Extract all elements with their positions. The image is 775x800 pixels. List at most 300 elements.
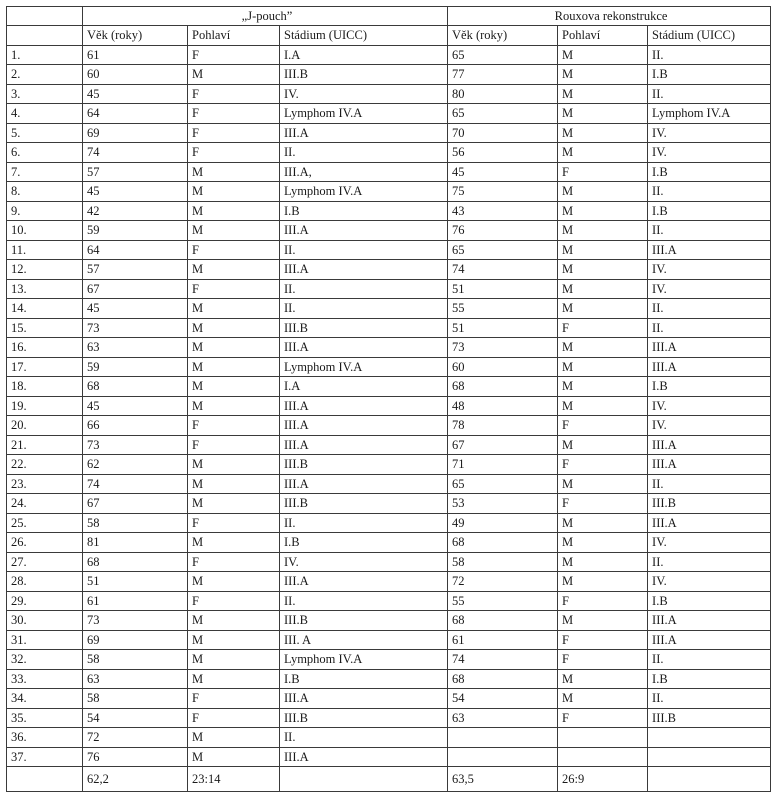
jpouch-age-cell: 60 (83, 65, 188, 85)
roux-age-cell: 65 (448, 45, 558, 65)
roux-age-cell: 71 (448, 455, 558, 475)
roux-age-cell: 54 (448, 689, 558, 709)
roux-age-cell: 49 (448, 513, 558, 533)
jpouch-age-cell: 64 (83, 240, 188, 260)
roux-age-cell: 72 (448, 572, 558, 592)
jpouch-age-cell: 74 (83, 474, 188, 494)
jpouch-stage-cell: III. A (280, 630, 448, 650)
jpouch-age-cell: 45 (83, 299, 188, 319)
jpouch-stage-cell: II. (280, 279, 448, 299)
roux-sex-cell: M (558, 377, 648, 397)
jpouch-age-cell: 68 (83, 377, 188, 397)
roux-sex-cell: M (558, 435, 648, 455)
jpouch-sex-cell: M (188, 377, 280, 397)
jpouch-sex-cell: M (188, 221, 280, 241)
table-row (7, 221, 771, 241)
group-title-j-pouch: „J-pouch” (83, 7, 448, 26)
roux-stage-cell: II. (648, 650, 771, 670)
row-number-cell: 26. (7, 533, 83, 553)
jpouch-sex-cell: M (188, 650, 280, 670)
roux-sex-cell: M (558, 201, 648, 221)
jpouch-sex-cell: M (188, 455, 280, 475)
table-row (7, 747, 771, 767)
table-row (7, 669, 771, 689)
roux-sex-cell: F (558, 650, 648, 670)
table-row (7, 143, 771, 163)
row-number-cell: 4. (7, 104, 83, 124)
table-row (7, 299, 771, 319)
totals-row (7, 767, 771, 792)
jpouch-stage-cell: III.A (280, 338, 448, 358)
table-row (7, 338, 771, 358)
roux-stage-cell: II. (648, 299, 771, 319)
jpouch-sex-cell: F (188, 279, 280, 299)
roux-stage-cell: III.B (648, 708, 771, 728)
row-number-cell: 14. (7, 299, 83, 319)
jpouch-age-cell: 73 (83, 318, 188, 338)
jpouch-sex-cell: F (188, 689, 280, 709)
jpouch-sex-cell: F (188, 240, 280, 260)
row-number-cell: 36. (7, 728, 83, 748)
roux-sex-cell: M (558, 279, 648, 299)
table-row (7, 650, 771, 670)
roux-stage-cell: I.B (648, 162, 771, 182)
roux-age-cell: 55 (448, 591, 558, 611)
jpouch-stage-cell: Lymphom IV.A (280, 104, 448, 124)
row-number-cell: 27. (7, 552, 83, 572)
jpouch-stage-cell: II. (280, 513, 448, 533)
roux-sex-cell: M (558, 104, 648, 124)
roux-age-cell: 63 (448, 708, 558, 728)
row-number-cell: 31. (7, 630, 83, 650)
row-number-cell: 5. (7, 123, 83, 143)
jpouch-sex-cell: F (188, 591, 280, 611)
jpouch-age-cell: 64 (83, 104, 188, 124)
jpouch-stage-cell: III.A (280, 260, 448, 280)
roux-stage-cell: III.A (648, 435, 771, 455)
jpouch-age-cell: 63 (83, 338, 188, 358)
col-header-stage: Stádium (UICC) (280, 26, 448, 46)
jpouch-stage-cell: I.B (280, 533, 448, 553)
table-row (7, 201, 771, 221)
roux-stage-cell: I.B (648, 201, 771, 221)
roux-stage-cell: II. (648, 552, 771, 572)
jpouch-stage-cell: III.A (280, 572, 448, 592)
roux-age-cell: 51 (448, 318, 558, 338)
jpouch-stage-cell: III.A (280, 396, 448, 416)
table-row (7, 182, 771, 202)
roux-sex-cell: M (558, 260, 648, 280)
roux-age-cell: 75 (448, 182, 558, 202)
roux-stage-cell: III.B (648, 494, 771, 514)
row-number-cell: 2. (7, 65, 83, 85)
jpouch-sex-cell: F (188, 143, 280, 163)
roux-age-cell: 70 (448, 123, 558, 143)
row-number-cell: 9. (7, 201, 83, 221)
jpouch-age-cell: 45 (83, 182, 188, 202)
roux-sex-cell: M (558, 474, 648, 494)
column-header-row (7, 26, 771, 46)
jpouch-stage-cell: I.A (280, 45, 448, 65)
roux-stage-cell: II. (648, 318, 771, 338)
jpouch-stage-cell: Lymphom IV.A (280, 357, 448, 377)
jpouch-stage-cell: I.A (280, 377, 448, 397)
patient-comparison-table (6, 6, 771, 792)
jpouch-sex-cell: F (188, 45, 280, 65)
jpouch-age-cell: 42 (83, 201, 188, 221)
roux-sex-cell: F (558, 591, 648, 611)
jpouch-sex-cell: M (188, 357, 280, 377)
jpouch-age-cell: 54 (83, 708, 188, 728)
roux-age-cell: 51 (448, 279, 558, 299)
col-header-age: Věk (roky) (83, 26, 188, 46)
roux-age-cell: 68 (448, 377, 558, 397)
jpouch-age-cell: 59 (83, 357, 188, 377)
roux-sex-cell: M (558, 84, 648, 104)
jpouch-age-cell: 61 (83, 591, 188, 611)
roux-age-cell: 48 (448, 396, 558, 416)
roux-age-cell: 68 (448, 669, 558, 689)
jpouch-age-cell: 58 (83, 650, 188, 670)
jpouch-sex-cell: M (188, 474, 280, 494)
roux-age-mean-cell: 63,5 (448, 767, 558, 792)
col-header-age: Věk (roky) (448, 26, 558, 46)
roux-age-cell: 74 (448, 260, 558, 280)
jpouch-age-cell: 57 (83, 162, 188, 182)
roux-stage-cell: IV. (648, 260, 771, 280)
jpouch-stage-cell: III.A (280, 474, 448, 494)
roux-sex-cell: F (558, 455, 648, 475)
jpouch-age-cell: 81 (83, 533, 188, 553)
roux-sex-cell: M (558, 182, 648, 202)
jpouch-stage-cell: IV. (280, 84, 448, 104)
jpouch-age-cell: 59 (83, 221, 188, 241)
group-title-roux: Rouxova rekonstrukce (448, 7, 771, 26)
roux-sex-cell: M (558, 143, 648, 163)
jpouch-stage-cell: I.B (280, 201, 448, 221)
roux-age-cell: 68 (448, 611, 558, 631)
roux-sex-cell: M (558, 357, 648, 377)
jpouch-stage-cell: Lymphom IV.A (280, 650, 448, 670)
jpouch-sex-cell: F (188, 552, 280, 572)
jpouch-age-cell: 58 (83, 513, 188, 533)
table-row (7, 357, 771, 377)
row-number-cell: 21. (7, 435, 83, 455)
row-number-cell: 1. (7, 45, 83, 65)
row-number-cell: 11. (7, 240, 83, 260)
table-row (7, 533, 771, 553)
row-number-cell: 22. (7, 455, 83, 475)
row-number-cell: 12. (7, 260, 83, 280)
jpouch-stage-cell: III.B (280, 611, 448, 631)
roux-stage-cell: III.A (648, 357, 771, 377)
jpouch-sex-cell: M (188, 65, 280, 85)
roux-sex-cell: M (558, 299, 648, 319)
jpouch-stage-cell: III.B (280, 494, 448, 514)
col-header-sex: Pohlaví (558, 26, 648, 46)
col-header-stage: Stádium (UICC) (648, 26, 771, 46)
jpouch-age-cell: 69 (83, 630, 188, 650)
jpouch-sex-cell: M (188, 728, 280, 748)
table-row (7, 494, 771, 514)
jpouch-stage-cell: III.B (280, 65, 448, 85)
jpouch-sex-cell: F (188, 708, 280, 728)
row-number-cell: 23. (7, 474, 83, 494)
row-number-cell: 33. (7, 669, 83, 689)
roux-sex-cell: F (558, 494, 648, 514)
table-row (7, 630, 771, 650)
roux-stage-cell (648, 747, 771, 767)
roux-sex-cell: M (558, 552, 648, 572)
jpouch-age-cell: 57 (83, 260, 188, 280)
roux-sex-cell (558, 747, 648, 767)
roux-stage-cell: Lymphom IV.A (648, 104, 771, 124)
row-number-cell: 20. (7, 416, 83, 436)
jpouch-sex-cell: M (188, 318, 280, 338)
roux-age-cell: 80 (448, 84, 558, 104)
table-row (7, 260, 771, 280)
row-number-cell: 15. (7, 318, 83, 338)
jpouch-stage-cell: II. (280, 240, 448, 260)
jpouch-age-cell: 72 (83, 728, 188, 748)
table-row (7, 45, 771, 65)
jpouch-age-cell: 45 (83, 84, 188, 104)
jpouch-stage-cell: I.B (280, 669, 448, 689)
corner-cell (7, 7, 83, 26)
jpouch-stage-cell: III.B (280, 455, 448, 475)
jpouch-sex-cell: M (188, 260, 280, 280)
table-row (7, 591, 771, 611)
roux-age-cell: 45 (448, 162, 558, 182)
row-number-cell: 35. (7, 708, 83, 728)
row-number-cell: 24. (7, 494, 83, 514)
roux-stage-cell: II. (648, 689, 771, 709)
group-header-row (7, 7, 771, 26)
row-number-cell: 25. (7, 513, 83, 533)
jpouch-stage-cell: III.B (280, 708, 448, 728)
roux-stage-cell: IV. (648, 396, 771, 416)
jpouch-age-cell: 63 (83, 669, 188, 689)
jpouch-sex-cell: M (188, 611, 280, 631)
roux-stage-cell (648, 728, 771, 748)
jpouch-age-cell: 58 (83, 689, 188, 709)
roux-sex-cell: M (558, 689, 648, 709)
jpouch-age-cell: 69 (83, 123, 188, 143)
roux-sex-cell: F (558, 630, 648, 650)
roux-stage-cell: III.A (648, 630, 771, 650)
table-row (7, 552, 771, 572)
roux-age-cell: 67 (448, 435, 558, 455)
jpouch-age-mean-cell: 62,2 (83, 767, 188, 792)
roux-sex-cell: M (558, 45, 648, 65)
roux-age-cell: 73 (448, 338, 558, 358)
table-row (7, 162, 771, 182)
roux-stage-cell: IV. (648, 123, 771, 143)
jpouch-sex-cell: M (188, 572, 280, 592)
table-row (7, 279, 771, 299)
roux-sex-cell: F (558, 318, 648, 338)
roux-stage-cell: II. (648, 221, 771, 241)
row-number-cell: 17. (7, 357, 83, 377)
row-number-cell: 13. (7, 279, 83, 299)
roux-sex-cell: F (558, 162, 648, 182)
roux-stage-cell: I.B (648, 591, 771, 611)
roux-stage-cell: III.A (648, 513, 771, 533)
roux-age-cell: 68 (448, 533, 558, 553)
row-number-cell: 7. (7, 162, 83, 182)
row-number-cell: 18. (7, 377, 83, 397)
roux-stage-cell: III.A (648, 455, 771, 475)
roux-sex-cell: F (558, 708, 648, 728)
row-number-cell: 37. (7, 747, 83, 767)
table-row (7, 455, 771, 475)
jpouch-stage-cell: IV. (280, 552, 448, 572)
jpouch-stage-cell: III.A (280, 123, 448, 143)
jpouch-sex-cell: F (188, 84, 280, 104)
table-row (7, 65, 771, 85)
roux-age-cell: 76 (448, 221, 558, 241)
roux-stage-cell: III.A (648, 611, 771, 631)
roux-age-cell: 65 (448, 474, 558, 494)
jpouch-stage-cell: III.A (280, 221, 448, 241)
jpouch-age-cell: 67 (83, 279, 188, 299)
jpouch-sex-cell: M (188, 182, 280, 202)
jpouch-sex-cell: M (188, 669, 280, 689)
roux-sex-cell: M (558, 123, 648, 143)
roux-sex-cell: F (558, 416, 648, 436)
jpouch-age-cell: 73 (83, 435, 188, 455)
table-row (7, 728, 771, 748)
jpouch-sex-cell: M (188, 630, 280, 650)
roux-sex-cell: M (558, 221, 648, 241)
roux-age-cell (448, 728, 558, 748)
roux-stage-total-cell (648, 767, 771, 792)
table-row (7, 435, 771, 455)
jpouch-stage-cell: III.A, (280, 162, 448, 182)
roux-sex-cell (558, 728, 648, 748)
roux-stage-cell: I.B (648, 377, 771, 397)
jpouch-sex-cell: M (188, 533, 280, 553)
roux-age-cell: 65 (448, 104, 558, 124)
roux-sex-cell: M (558, 572, 648, 592)
row-number-cell: 34. (7, 689, 83, 709)
roux-stage-cell: II. (648, 84, 771, 104)
jpouch-sex-cell: F (188, 123, 280, 143)
jpouch-sex-cell: F (188, 104, 280, 124)
roux-stage-cell: III.A (648, 338, 771, 358)
jpouch-sex-cell: M (188, 338, 280, 358)
table-row (7, 474, 771, 494)
roux-age-cell: 65 (448, 240, 558, 260)
roux-stage-cell: III.A (648, 240, 771, 260)
roux-age-cell: 74 (448, 650, 558, 670)
row-number-cell: 28. (7, 572, 83, 592)
jpouch-age-cell: 73 (83, 611, 188, 631)
jpouch-stage-cell: Lymphom IV.A (280, 182, 448, 202)
jpouch-age-cell: 51 (83, 572, 188, 592)
table-row (7, 318, 771, 338)
jpouch-age-cell: 45 (83, 396, 188, 416)
table-row (7, 123, 771, 143)
row-number-cell: 8. (7, 182, 83, 202)
row-number-cell: 6. (7, 143, 83, 163)
table-row (7, 104, 771, 124)
jpouch-sex-cell: M (188, 747, 280, 767)
jpouch-age-cell: 61 (83, 45, 188, 65)
jpouch-sex-cell: M (188, 162, 280, 182)
jpouch-sex-cell: F (188, 513, 280, 533)
jpouch-sex-cell: M (188, 396, 280, 416)
jpouch-age-cell: 68 (83, 552, 188, 572)
roux-age-cell: 78 (448, 416, 558, 436)
jpouch-age-cell: 67 (83, 494, 188, 514)
jpouch-stage-cell: III.A (280, 416, 448, 436)
roux-sex-ratio-cell: 26:9 (558, 767, 648, 792)
roux-sex-cell: M (558, 669, 648, 689)
jpouch-stage-total-cell (280, 767, 448, 792)
jpouch-sex-ratio-cell: 23:14 (188, 767, 280, 792)
roux-sex-cell: M (558, 513, 648, 533)
roux-age-cell: 77 (448, 65, 558, 85)
row-number-cell: 10. (7, 221, 83, 241)
roux-stage-cell: II. (648, 182, 771, 202)
jpouch-sex-cell: M (188, 299, 280, 319)
jpouch-age-cell: 74 (83, 143, 188, 163)
table-row (7, 513, 771, 533)
row-number-cell: 29. (7, 591, 83, 611)
table-row (7, 708, 771, 728)
roux-age-cell: 55 (448, 299, 558, 319)
jpouch-stage-cell: II. (280, 591, 448, 611)
row-number-cell: 30. (7, 611, 83, 631)
jpouch-sex-cell: M (188, 201, 280, 221)
roux-sex-cell: M (558, 65, 648, 85)
table-row (7, 689, 771, 709)
table-row (7, 416, 771, 436)
jpouch-sex-cell: F (188, 435, 280, 455)
totals-label-cell (7, 767, 83, 792)
roux-age-cell: 58 (448, 552, 558, 572)
jpouch-age-cell: 62 (83, 455, 188, 475)
jpouch-stage-cell: III.B (280, 318, 448, 338)
row-number-cell: 3. (7, 84, 83, 104)
table-row (7, 84, 771, 104)
roux-stage-cell: I.B (648, 669, 771, 689)
col-header-sex: Pohlaví (188, 26, 280, 46)
row-number-cell: 19. (7, 396, 83, 416)
jpouch-stage-cell: III.A (280, 689, 448, 709)
roux-sex-cell: M (558, 240, 648, 260)
roux-stage-cell: IV. (648, 279, 771, 299)
jpouch-sex-cell: F (188, 416, 280, 436)
jpouch-age-cell: 76 (83, 747, 188, 767)
jpouch-stage-cell: II. (280, 299, 448, 319)
row-number-header (7, 26, 83, 46)
roux-stage-cell: IV. (648, 572, 771, 592)
row-number-cell: 16. (7, 338, 83, 358)
roux-age-cell: 56 (448, 143, 558, 163)
jpouch-stage-cell: II. (280, 728, 448, 748)
jpouch-stage-cell: III.A (280, 435, 448, 455)
roux-stage-cell: II. (648, 45, 771, 65)
table-row (7, 240, 771, 260)
jpouch-age-cell: 66 (83, 416, 188, 436)
roux-sex-cell: M (558, 338, 648, 358)
roux-age-cell: 43 (448, 201, 558, 221)
roux-age-cell (448, 747, 558, 767)
table-row (7, 611, 771, 631)
roux-sex-cell: M (558, 396, 648, 416)
